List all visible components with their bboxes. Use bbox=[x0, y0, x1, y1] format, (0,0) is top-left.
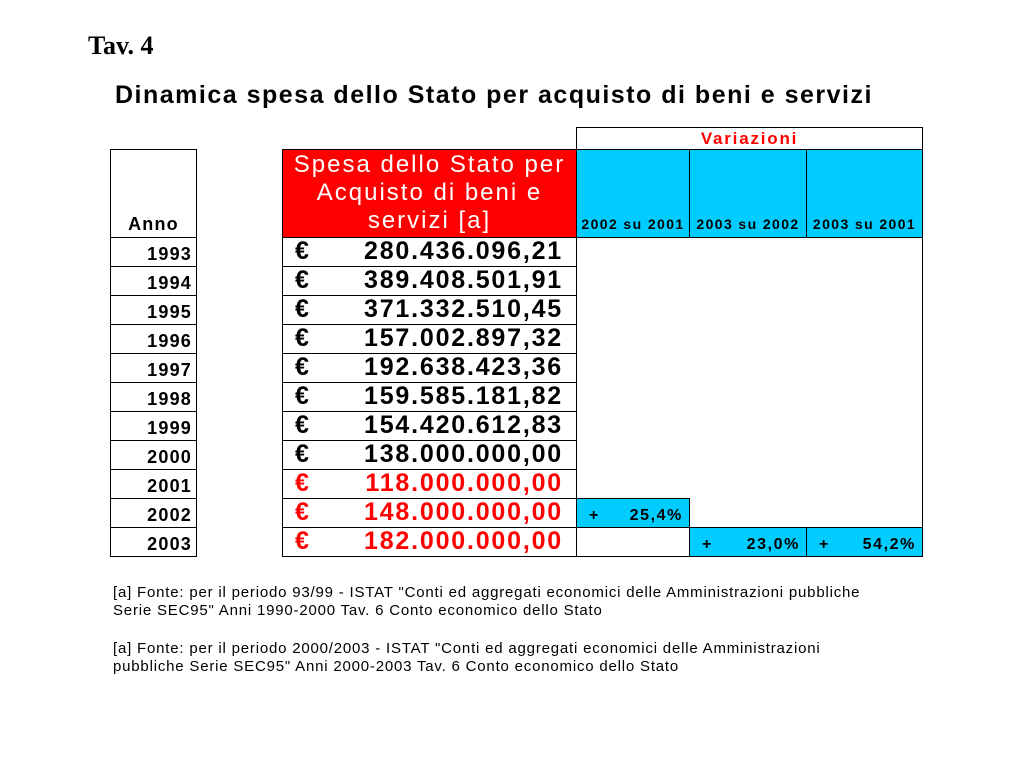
euro-symbol: € bbox=[295, 469, 309, 497]
change-sign: + bbox=[819, 536, 829, 553]
year-cell bbox=[110, 237, 197, 267]
year-label: 1996 bbox=[147, 331, 192, 351]
euro-symbol: € bbox=[295, 411, 309, 439]
year-label: 1994 bbox=[147, 273, 192, 293]
footnote-line: [a] Fonte: per il periodo 93/99 - ISTAT "Conti ed aggregati economici delle Amministrazioni pubbliche bbox=[113, 584, 861, 601]
empty-change-cell bbox=[576, 527, 690, 557]
year-label: 1997 bbox=[147, 360, 192, 380]
variation-header-label: 2003 su 2002 bbox=[696, 216, 800, 232]
year-cell bbox=[110, 353, 197, 383]
amount-cell bbox=[282, 411, 577, 441]
spesa-column-header bbox=[282, 149, 577, 238]
year-label: 2003 bbox=[147, 534, 192, 554]
euro-symbol: € bbox=[295, 527, 309, 555]
year-cell bbox=[110, 295, 197, 325]
euro-symbol: € bbox=[295, 324, 309, 352]
amount-cell bbox=[282, 440, 577, 470]
amount-cell bbox=[282, 382, 577, 412]
year-cell bbox=[110, 266, 197, 296]
change-value: 23,0% bbox=[746, 536, 800, 553]
amount-cell bbox=[282, 266, 577, 296]
variation-header-label: 2003 su 2001 bbox=[812, 216, 917, 232]
spesa-header-line: servizi [a] bbox=[367, 207, 492, 234]
amount-value: 138.000.000,00 bbox=[364, 440, 563, 468]
variation-header-2003-su-2002 bbox=[689, 149, 807, 238]
amount-value: 148.000.000,00 bbox=[364, 498, 563, 526]
amount-value: 157.002.897,32 bbox=[364, 324, 563, 352]
footnote-line: pubbliche Serie SEC95" Anni 2000-2003 Tav. 6 Conto economico dello Stato bbox=[113, 658, 680, 675]
footnote-line: [a] Fonte: per il periodo 2000/2003 - ISTAT "Conti ed aggregati economici delle Amministrazioni bbox=[113, 640, 821, 657]
year-header-label: Anno bbox=[128, 214, 179, 234]
amount-value: 389.408.501,91 bbox=[364, 266, 563, 294]
amount-value: 192.638.423,36 bbox=[364, 353, 563, 381]
variation-header-2003-su-2001 bbox=[806, 149, 923, 238]
year-cell bbox=[110, 469, 197, 499]
spesa-header-line: Acquisto di beni e bbox=[316, 179, 543, 206]
change-cell-2003-su-2002 bbox=[689, 527, 807, 557]
amount-cell bbox=[282, 353, 577, 383]
amount-cell bbox=[282, 469, 577, 499]
amount-cell bbox=[282, 498, 577, 528]
amount-value: 159.585.181,82 bbox=[364, 382, 563, 410]
euro-symbol: € bbox=[295, 498, 309, 526]
slide-title: Dinamica spesa dello Stato per acquisto di beni e servizi bbox=[115, 81, 873, 109]
footnote bbox=[113, 584, 860, 620]
year-label: 1999 bbox=[147, 418, 192, 438]
amount-cell bbox=[282, 295, 577, 325]
change-sign: + bbox=[702, 536, 712, 553]
change-value: 54,2% bbox=[862, 536, 916, 553]
amount-cell bbox=[282, 324, 577, 354]
change-cell-2003-su-2001 bbox=[806, 527, 923, 557]
euro-symbol: € bbox=[295, 353, 309, 381]
footnote bbox=[113, 640, 821, 676]
amount-value: 280.436.096,21 bbox=[364, 237, 563, 265]
euro-symbol: € bbox=[295, 382, 309, 410]
year-label: 1993 bbox=[147, 244, 192, 264]
euro-symbol: € bbox=[295, 266, 309, 294]
year-label: 1998 bbox=[147, 389, 192, 409]
amount-value: 182.000.000,00 bbox=[364, 527, 563, 555]
change-sign: + bbox=[589, 507, 599, 524]
year-column-header bbox=[110, 149, 197, 238]
amount-value: 371.332.510,45 bbox=[364, 295, 563, 323]
year-cell bbox=[110, 324, 197, 354]
year-cell bbox=[110, 527, 197, 557]
euro-symbol: € bbox=[295, 440, 309, 468]
year-label: 2001 bbox=[147, 476, 192, 496]
euro-symbol: € bbox=[295, 295, 309, 323]
footnote-line: Serie SEC95" Anni 1990-2000 Tav. 6 Conto economico dello Stato bbox=[113, 602, 603, 619]
variation-header-2002-su-2001 bbox=[576, 149, 690, 238]
spesa-header-line: Spesa dello Stato per bbox=[293, 151, 566, 178]
amount-cell bbox=[282, 237, 577, 267]
amount-cell bbox=[282, 527, 577, 557]
change-cell-2002-su-2001 bbox=[576, 498, 690, 528]
amount-value: 154.420.612,83 bbox=[364, 411, 563, 439]
year-cell bbox=[110, 411, 197, 441]
change-value: 25,4% bbox=[629, 507, 683, 524]
year-cell bbox=[110, 440, 197, 470]
slide-label: Tav. 4 bbox=[88, 31, 154, 60]
year-cell bbox=[110, 498, 197, 528]
group-header-variazioni: Variazioni bbox=[576, 127, 923, 150]
euro-symbol: € bbox=[295, 237, 309, 265]
year-label: 1995 bbox=[147, 302, 192, 322]
variation-header-label: 2002 su 2001 bbox=[581, 216, 685, 232]
year-label: 2000 bbox=[147, 447, 192, 467]
year-label: 2002 bbox=[147, 505, 192, 525]
year-cell bbox=[110, 382, 197, 412]
amount-value: 118.000.000,00 bbox=[365, 469, 563, 497]
